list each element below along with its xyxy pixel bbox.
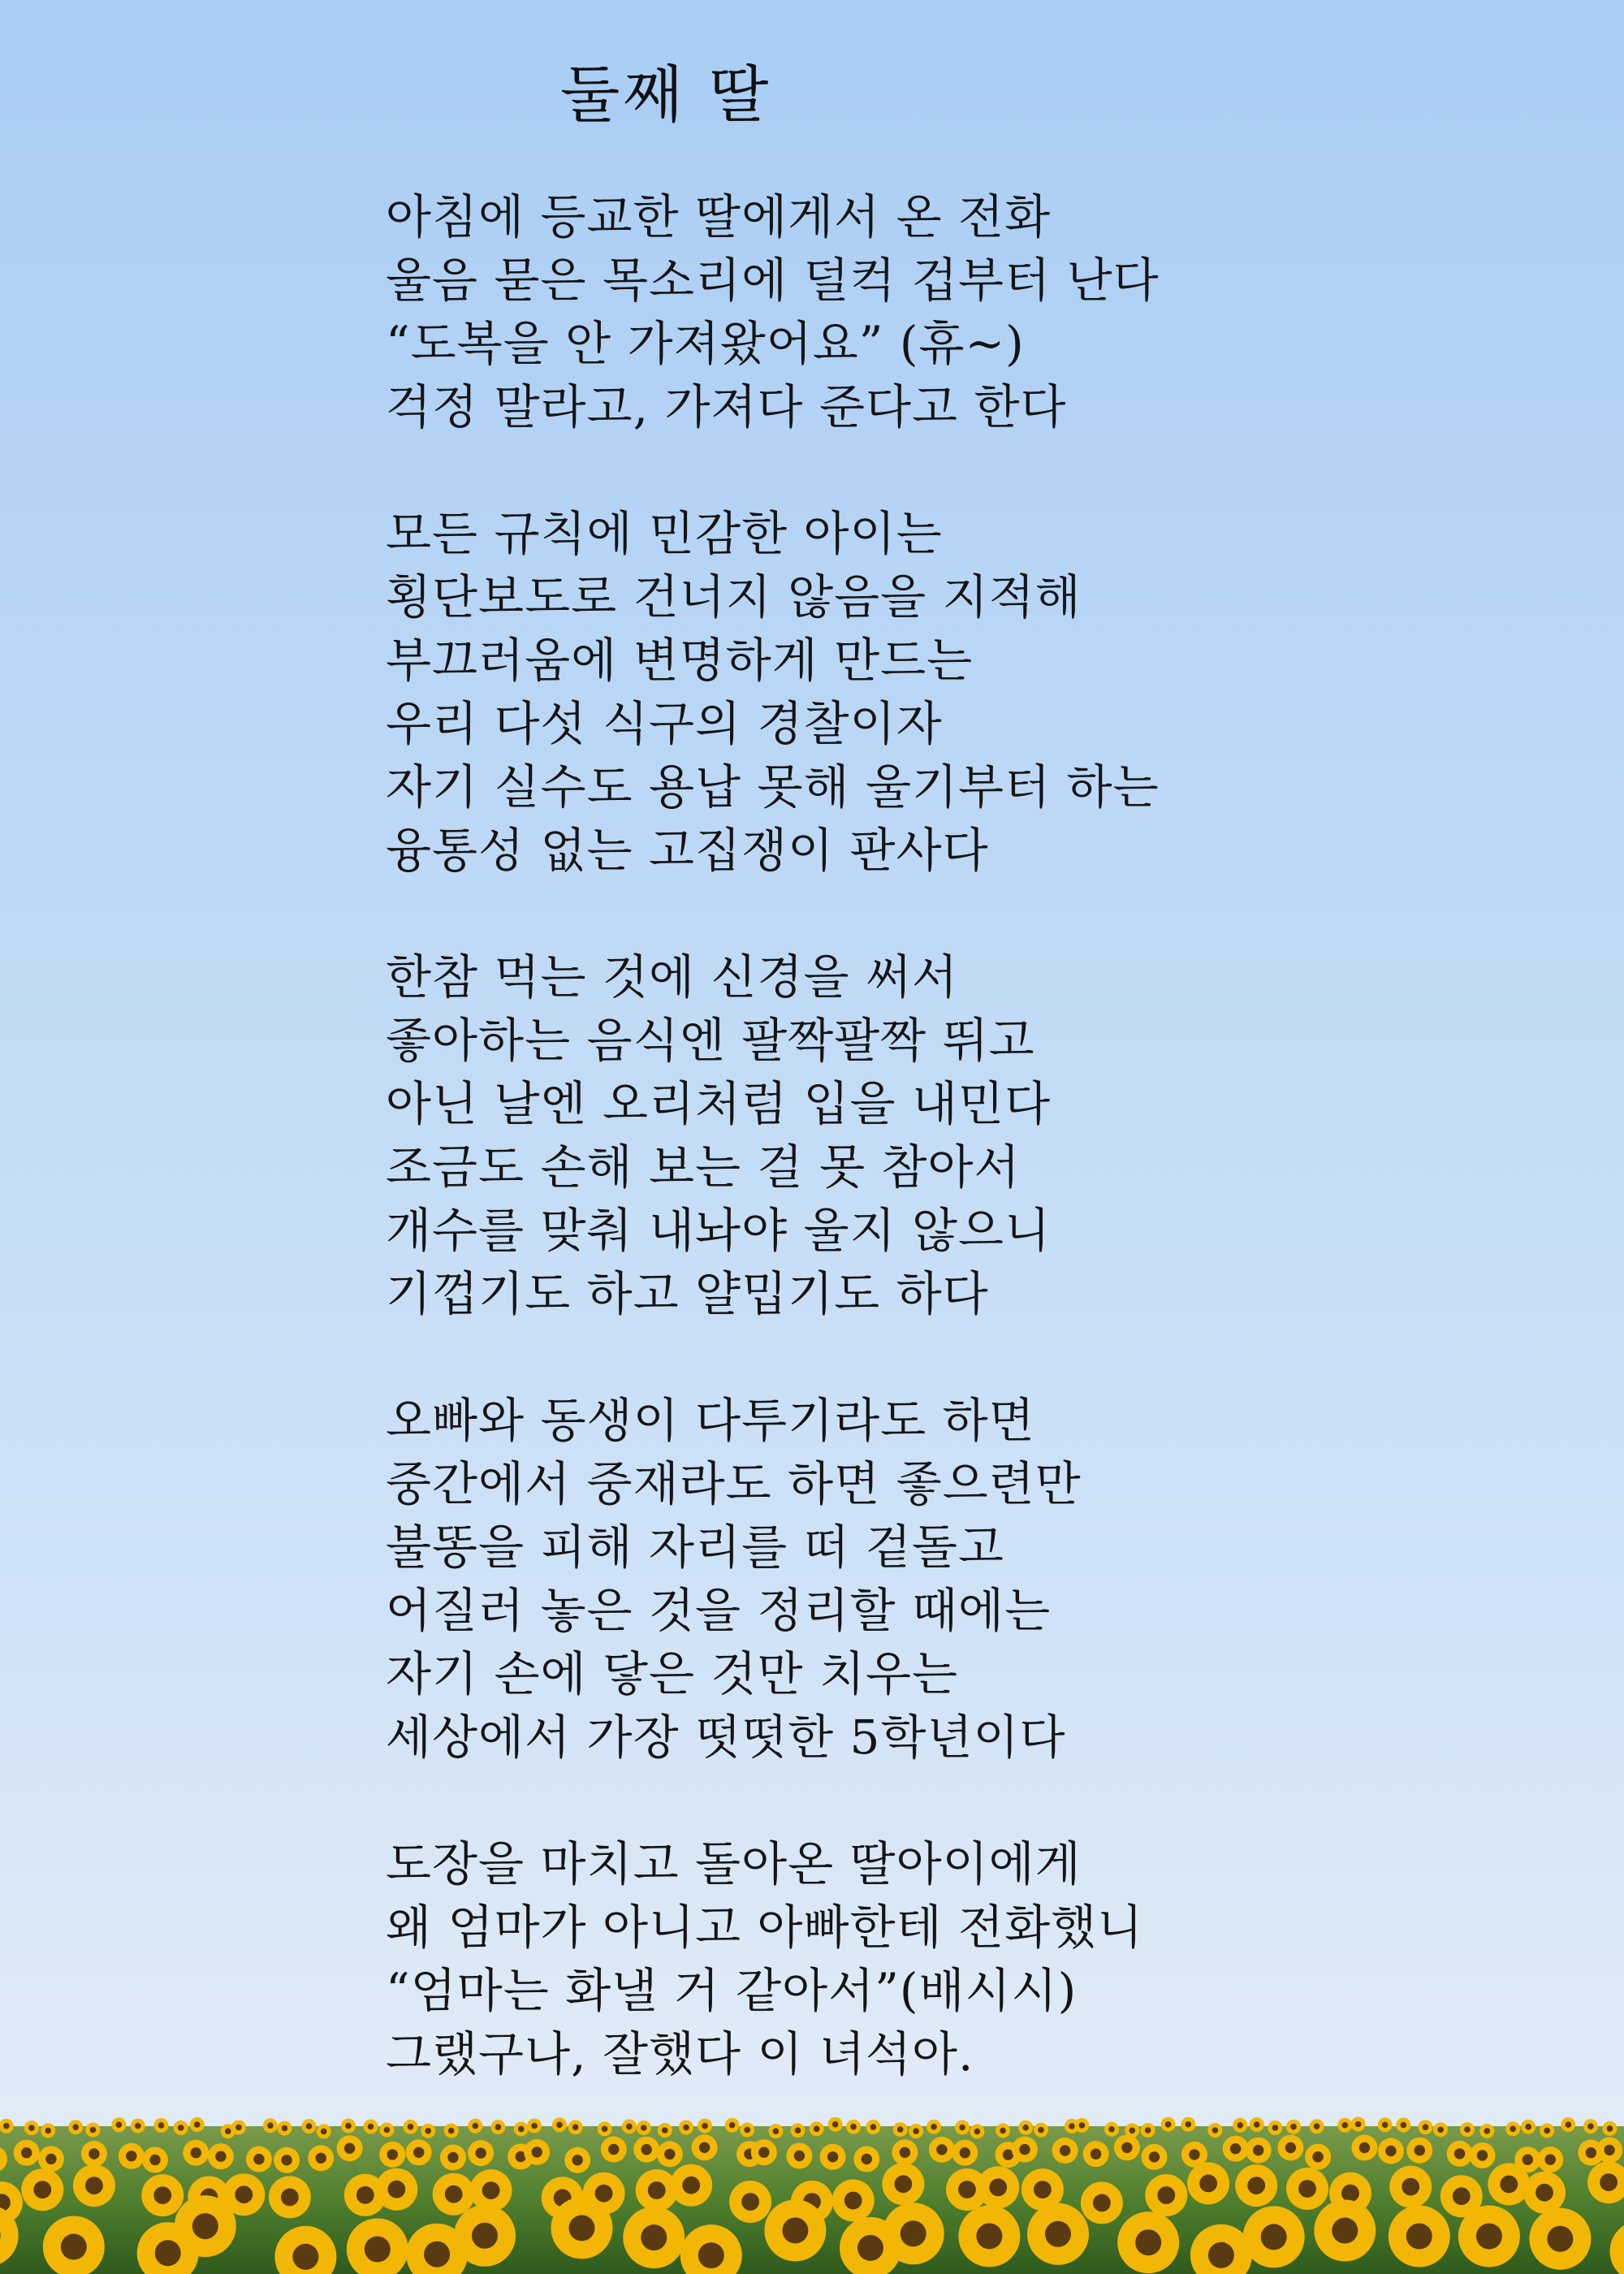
poem-line: 아닌 날엔 오리처럼 입을 내민다: [386, 1076, 1052, 1131]
sunflower-head: [1114, 2134, 1140, 2160]
sunflower-head: [444, 2124, 459, 2138]
sunflower-head: [601, 2137, 627, 2163]
sunflower-head: [1027, 2203, 1089, 2265]
sunflower-head: [751, 2139, 777, 2165]
poem-line: “엄마는 화낼 거 같아서”(배시시): [386, 1963, 1078, 2018]
sunflower-head: [131, 2119, 145, 2133]
sunflower-head: [679, 2121, 693, 2135]
sunflower-head: [1034, 2123, 1048, 2138]
sunflower-head: [828, 2117, 843, 2132]
sunflower-head: [1310, 2119, 1324, 2133]
sunflower-head: [1074, 2118, 1089, 2133]
poem-line: 부끄러움에 변명하게 만드는: [386, 633, 974, 688]
sunflower-head: [208, 2143, 234, 2169]
poem-line: 아침에 등교한 딸에게서 온 전화: [386, 189, 1052, 244]
sunflower-head: [846, 2120, 861, 2134]
sunflower-head: [379, 2142, 405, 2168]
sunflower-head: [38, 2146, 64, 2172]
sunflower-head: [421, 2124, 435, 2138]
sunflower-head: [929, 2137, 955, 2163]
sunflower-head: [1250, 2117, 1264, 2132]
sunflower-head: [1161, 2117, 1176, 2132]
sunflower-head: [1351, 2117, 1366, 2132]
sunflower-head: [637, 2121, 651, 2135]
poem-line: 횡단보도로 건너지 않음을 지적해: [386, 569, 1082, 625]
sunflower-head: [406, 2139, 432, 2165]
sunflower-head: [882, 2163, 924, 2205]
sunflower-head: [278, 2121, 292, 2136]
sunflower-head: [1207, 2123, 1222, 2138]
sunflower-field-image: [0, 2103, 1624, 2274]
sunflower-head: [698, 2119, 712, 2133]
sunflower-head: [154, 2118, 169, 2133]
sunflower-head: [68, 2120, 83, 2134]
sunflower-head: [404, 2120, 418, 2134]
sunflower-head: [623, 2207, 685, 2268]
sunflower-head: [263, 2118, 278, 2133]
sunflower-head: [564, 2147, 590, 2173]
sunflower-head: [1488, 2163, 1530, 2205]
sunflower-head: [764, 2199, 826, 2261]
poem-line: 자기 손에 닿은 것만 치우는: [386, 1646, 959, 1701]
sunflower-head: [81, 2141, 107, 2167]
sunflower-head: [375, 2168, 417, 2211]
poem-title: 둘째 딸: [560, 58, 772, 131]
sunflower-head: [174, 2121, 188, 2135]
sunflower-head: [1286, 2120, 1301, 2134]
poem-line: 융통성 없는 고집쟁이 판사다: [386, 823, 989, 878]
sunflower-head: [141, 2174, 184, 2216]
sunflower-head: [866, 2120, 880, 2134]
sunflower-head: [1583, 2119, 1598, 2133]
poem-line: 개수를 맞춰 내놔야 울지 않으니: [386, 1203, 1052, 1258]
sunflower-head: [274, 2147, 300, 2173]
stanza-3: [386, 945, 1604, 1325]
sunflower-head: [1243, 2206, 1305, 2268]
sunflower-head: [142, 2147, 168, 2173]
sunflower-head: [337, 2135, 363, 2161]
sunflower-head: [308, 2145, 334, 2171]
sunflower-head: [1505, 2121, 1520, 2136]
sunflower-head: [977, 2166, 1019, 2208]
sunflower-head: [1396, 2118, 1410, 2133]
sunflower-head: [1458, 2206, 1520, 2268]
sunflower-head: [1145, 2174, 1187, 2216]
sunflower-head: [364, 2120, 378, 2134]
poem-line: 좋아하는 음식엔 팔짝팔짝 뛰고: [386, 1013, 1035, 1068]
poem-body: [386, 185, 1604, 2149]
sunflower-head: [1406, 2138, 1432, 2164]
poem-line: 도장을 마치고 돌아온 딸아이에게: [386, 1836, 1082, 1891]
sunflower-head: [1603, 2121, 1618, 2136]
sunflower-head: [190, 2117, 205, 2132]
sunflower-head: [729, 2181, 771, 2223]
poem-line: 우리 다섯 식구의 경찰이자: [386, 696, 943, 751]
sunflower-head: [490, 2120, 505, 2134]
sunflower-head: [21, 2168, 63, 2211]
sunflower-head: [810, 2121, 824, 2136]
sunflower-head: [832, 2180, 875, 2222]
sunflower-head: [1470, 2142, 1496, 2168]
sunflower-head: [1104, 2122, 1119, 2137]
poem-line: 조금도 손해 보는 걸 못 참아서: [386, 1139, 1021, 1195]
sunflower-head: [468, 2140, 494, 2166]
sunflower-head: [73, 2164, 115, 2207]
sunflower-head: [552, 2117, 567, 2132]
sunflower-head: [1351, 2135, 1377, 2161]
sunflower-head: [926, 2120, 941, 2134]
sunflower-head: [379, 2123, 394, 2138]
poem-line: 기껍기도 하고 얄밉기도 하다: [386, 1266, 989, 1321]
sunflower-head: [633, 2137, 659, 2163]
poem-line: 중간에서 중재라도 하면 좋으련만: [386, 1456, 1082, 1511]
sunflower-head: [1596, 2137, 1622, 2163]
poem-line: 모든 규칙에 민감한 아이는: [386, 506, 943, 561]
sunflower-head: [909, 2124, 923, 2138]
sunflower-head: [1286, 2168, 1328, 2210]
sunflower-head: [1419, 2120, 1433, 2134]
sunflower-head: [883, 2203, 944, 2264]
sunflower-head: [433, 2173, 475, 2216]
sunflower-head: [952, 2140, 978, 2166]
poem-line: 어질러 놓은 것을 정리할 때에는: [386, 1583, 1052, 1638]
sunflower-head: [1233, 2118, 1247, 2133]
stanza-2: [386, 502, 1604, 882]
sunflower-head: [1433, 2122, 1448, 2137]
sunflower-head: [1389, 2166, 1432, 2208]
stanza-4: [386, 1389, 1604, 1769]
sunflower-head: [1337, 2118, 1352, 2133]
sunflower-head: [231, 2121, 246, 2135]
sunflower-head: [1537, 2146, 1563, 2172]
sunflower-head: [468, 2119, 482, 2133]
sunflower-head: [1447, 2141, 1473, 2167]
poem-line: 울음 묻은 목소리에 덜컥 겁부터 난다: [386, 253, 1160, 308]
sunflower-head: [1083, 2141, 1109, 2167]
sunflower-head: [1012, 2137, 1038, 2163]
sunflower-head: [786, 2143, 812, 2169]
sunflower-head: [740, 2122, 754, 2137]
sunflower-head: [24, 2121, 39, 2135]
sunflower-head: [1081, 2181, 1123, 2224]
sunflower-head: [119, 2143, 145, 2169]
sunflower-head: [1479, 2124, 1494, 2138]
sunflower-head: [1378, 2138, 1404, 2164]
sunflower-head: [1141, 2123, 1155, 2138]
sunflower-head: [175, 2195, 236, 2257]
sunflower-head: [1540, 2123, 1554, 2138]
sunflower-head: [658, 2123, 672, 2138]
sunflower-head: [1246, 2138, 1272, 2164]
sunflower-head: [1389, 2206, 1450, 2268]
sunflower-head: [514, 2121, 529, 2136]
sunflower-head: [111, 2117, 126, 2132]
sunflower-head: [1117, 2211, 1179, 2273]
sunflower-head: [1052, 2138, 1078, 2164]
sunflower-head: [1314, 2200, 1376, 2262]
poem-line: 오빠와 동생이 다투기라도 하면: [386, 1393, 1035, 1448]
sunflower-head: [1378, 2117, 1393, 2132]
sunflower-head: [14, 2140, 40, 2166]
sunflower-head: [1460, 2122, 1475, 2137]
sunflower-head: [692, 2134, 718, 2160]
sunflower-head: [996, 2123, 1010, 2138]
poem-line: 세상에서 가장 떳떳한 5학년이다: [386, 1710, 1066, 1765]
poem-line: 자기 실수도 용납 못해 울기부터 하는: [386, 759, 1160, 815]
poem-line: 한참 먹는 것에 신경을 써서: [386, 949, 959, 1005]
poem-line: 그랬구나, 잘했다 이 녀석아.: [386, 2026, 974, 2082]
sunflower-head: [1277, 2135, 1303, 2161]
sunflower-head: [725, 2118, 740, 2133]
sunflower-head: [958, 2205, 1020, 2267]
sunflower-head: [454, 2205, 516, 2267]
sunflower-head: [527, 2119, 542, 2133]
sunflower-head: [551, 2197, 613, 2259]
sunflower-head: [41, 2123, 55, 2138]
sunflower-head: [440, 2145, 466, 2171]
poem-line: 걱정 말라고, 가져다 준다고 한다: [386, 379, 1067, 434]
sunflower-head: [670, 2164, 712, 2207]
sunflower-head: [317, 2124, 331, 2138]
sunflower-head: [1268, 2121, 1282, 2135]
stanza-5: [386, 1832, 1604, 2086]
sunflower-head: [1305, 2144, 1331, 2170]
sunflower-head: [853, 2146, 879, 2172]
sunflower-head: [524, 2139, 550, 2165]
sunflower-head: [183, 2140, 209, 2166]
sunflower-head: [820, 2144, 846, 2170]
sunflower-head: [269, 2176, 311, 2218]
sunflower-head: [85, 2123, 100, 2138]
poem-line: 불똥을 피해 자리를 떠 겉돌고: [386, 1520, 1005, 1575]
sunflower-head: [1223, 2136, 1249, 2162]
sunflower-head: [470, 2169, 512, 2211]
sunflower-head: [1235, 2164, 1277, 2207]
sunflower-head: [1181, 2117, 1195, 2132]
sunflower-head: [970, 2124, 984, 2138]
sunflower-head: [622, 2119, 637, 2133]
sunflower-head: [1529, 2208, 1591, 2270]
sunflower-head: [657, 2141, 683, 2167]
sunflower-head: [1142, 2144, 1168, 2170]
sunflower-head: [1187, 2162, 1229, 2204]
sunflower-head: [302, 2119, 317, 2133]
sunflower-head: [892, 2139, 918, 2165]
sunflower-head: [568, 2120, 583, 2134]
sunflower-head: [1521, 2120, 1535, 2134]
sunflower-head: [1561, 2117, 1575, 2132]
sunflower-head: [246, 2146, 272, 2172]
sunflower-head: [1018, 2121, 1033, 2135]
sunflower-head: [791, 2123, 806, 2138]
sunflower-head: [955, 2121, 970, 2135]
sunflower-head: [598, 2121, 612, 2136]
sunflower-head: [1523, 2172, 1566, 2214]
sunflower-head: [341, 2119, 356, 2133]
poem-line: 왜 엄마가 아니고 아빠한테 전화했니: [386, 1900, 1144, 1955]
sunflower-head: [893, 2122, 908, 2137]
poem-line: “도복을 안 가져왔어요” (휴~): [386, 316, 1025, 371]
stanza-1: [386, 185, 1604, 439]
sunflower-head: [768, 2124, 783, 2138]
